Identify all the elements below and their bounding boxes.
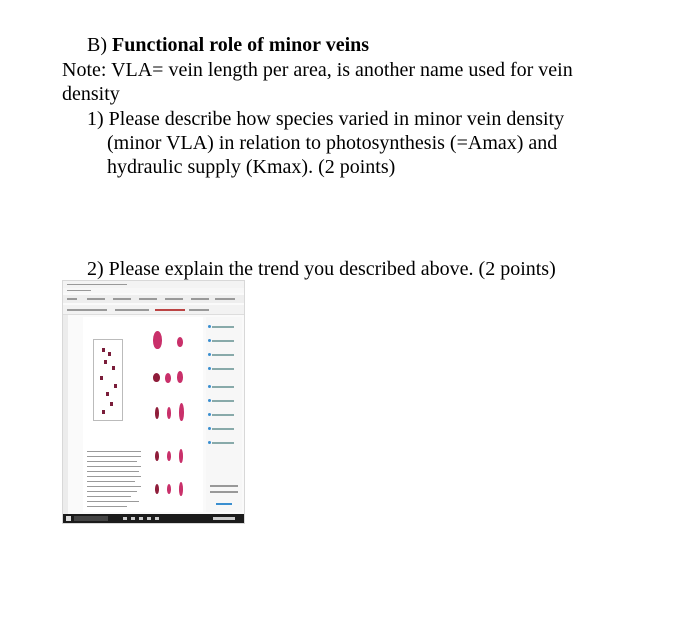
leaf-image xyxy=(167,407,171,419)
leaf-image xyxy=(155,407,159,419)
leaf-image xyxy=(177,371,183,383)
leaf-image xyxy=(179,482,183,496)
screenshot-tab-bar xyxy=(63,295,244,303)
question-2: 2) Please explain the trend you described above. (2 points) xyxy=(87,258,556,280)
screenshot-left-rail xyxy=(63,315,68,515)
screenshot-taskbar xyxy=(63,514,244,523)
heading-title: Functional role of minor veins xyxy=(112,34,370,56)
leaf-image xyxy=(177,337,183,347)
leaf-image xyxy=(155,451,159,461)
leaf-image xyxy=(153,331,162,349)
leaf-image xyxy=(153,373,160,382)
leaf-image xyxy=(167,451,171,461)
section-heading xyxy=(87,33,369,57)
leaf-image xyxy=(179,449,183,463)
screenshot-menu-bar xyxy=(63,288,244,293)
screenshot-right-panel xyxy=(206,317,242,512)
leaf-image xyxy=(179,403,184,421)
question-1-line-1: 1) Please describe how species varied in minor vein density xyxy=(87,108,565,130)
question-1-line-3: hydraulic supply (Kmax). (2 points) xyxy=(107,156,396,178)
leaf-image xyxy=(155,484,159,494)
leaf-image xyxy=(167,484,171,494)
heading-prefix: B) xyxy=(87,34,112,56)
note-line-2: density xyxy=(62,83,120,105)
question-1-line-2: (minor VLA) in relation to photosynthesis (=Amax) and xyxy=(107,132,558,154)
note-line-1: Note: VLA= vein length per area, is another name used for vein xyxy=(62,59,573,81)
embedded-screenshot xyxy=(62,280,245,524)
leaf-image xyxy=(165,373,171,383)
screenshot-toolbar xyxy=(63,305,244,315)
screenshot-title-bar xyxy=(63,281,244,288)
screenshot-scatter-plot xyxy=(93,339,123,421)
